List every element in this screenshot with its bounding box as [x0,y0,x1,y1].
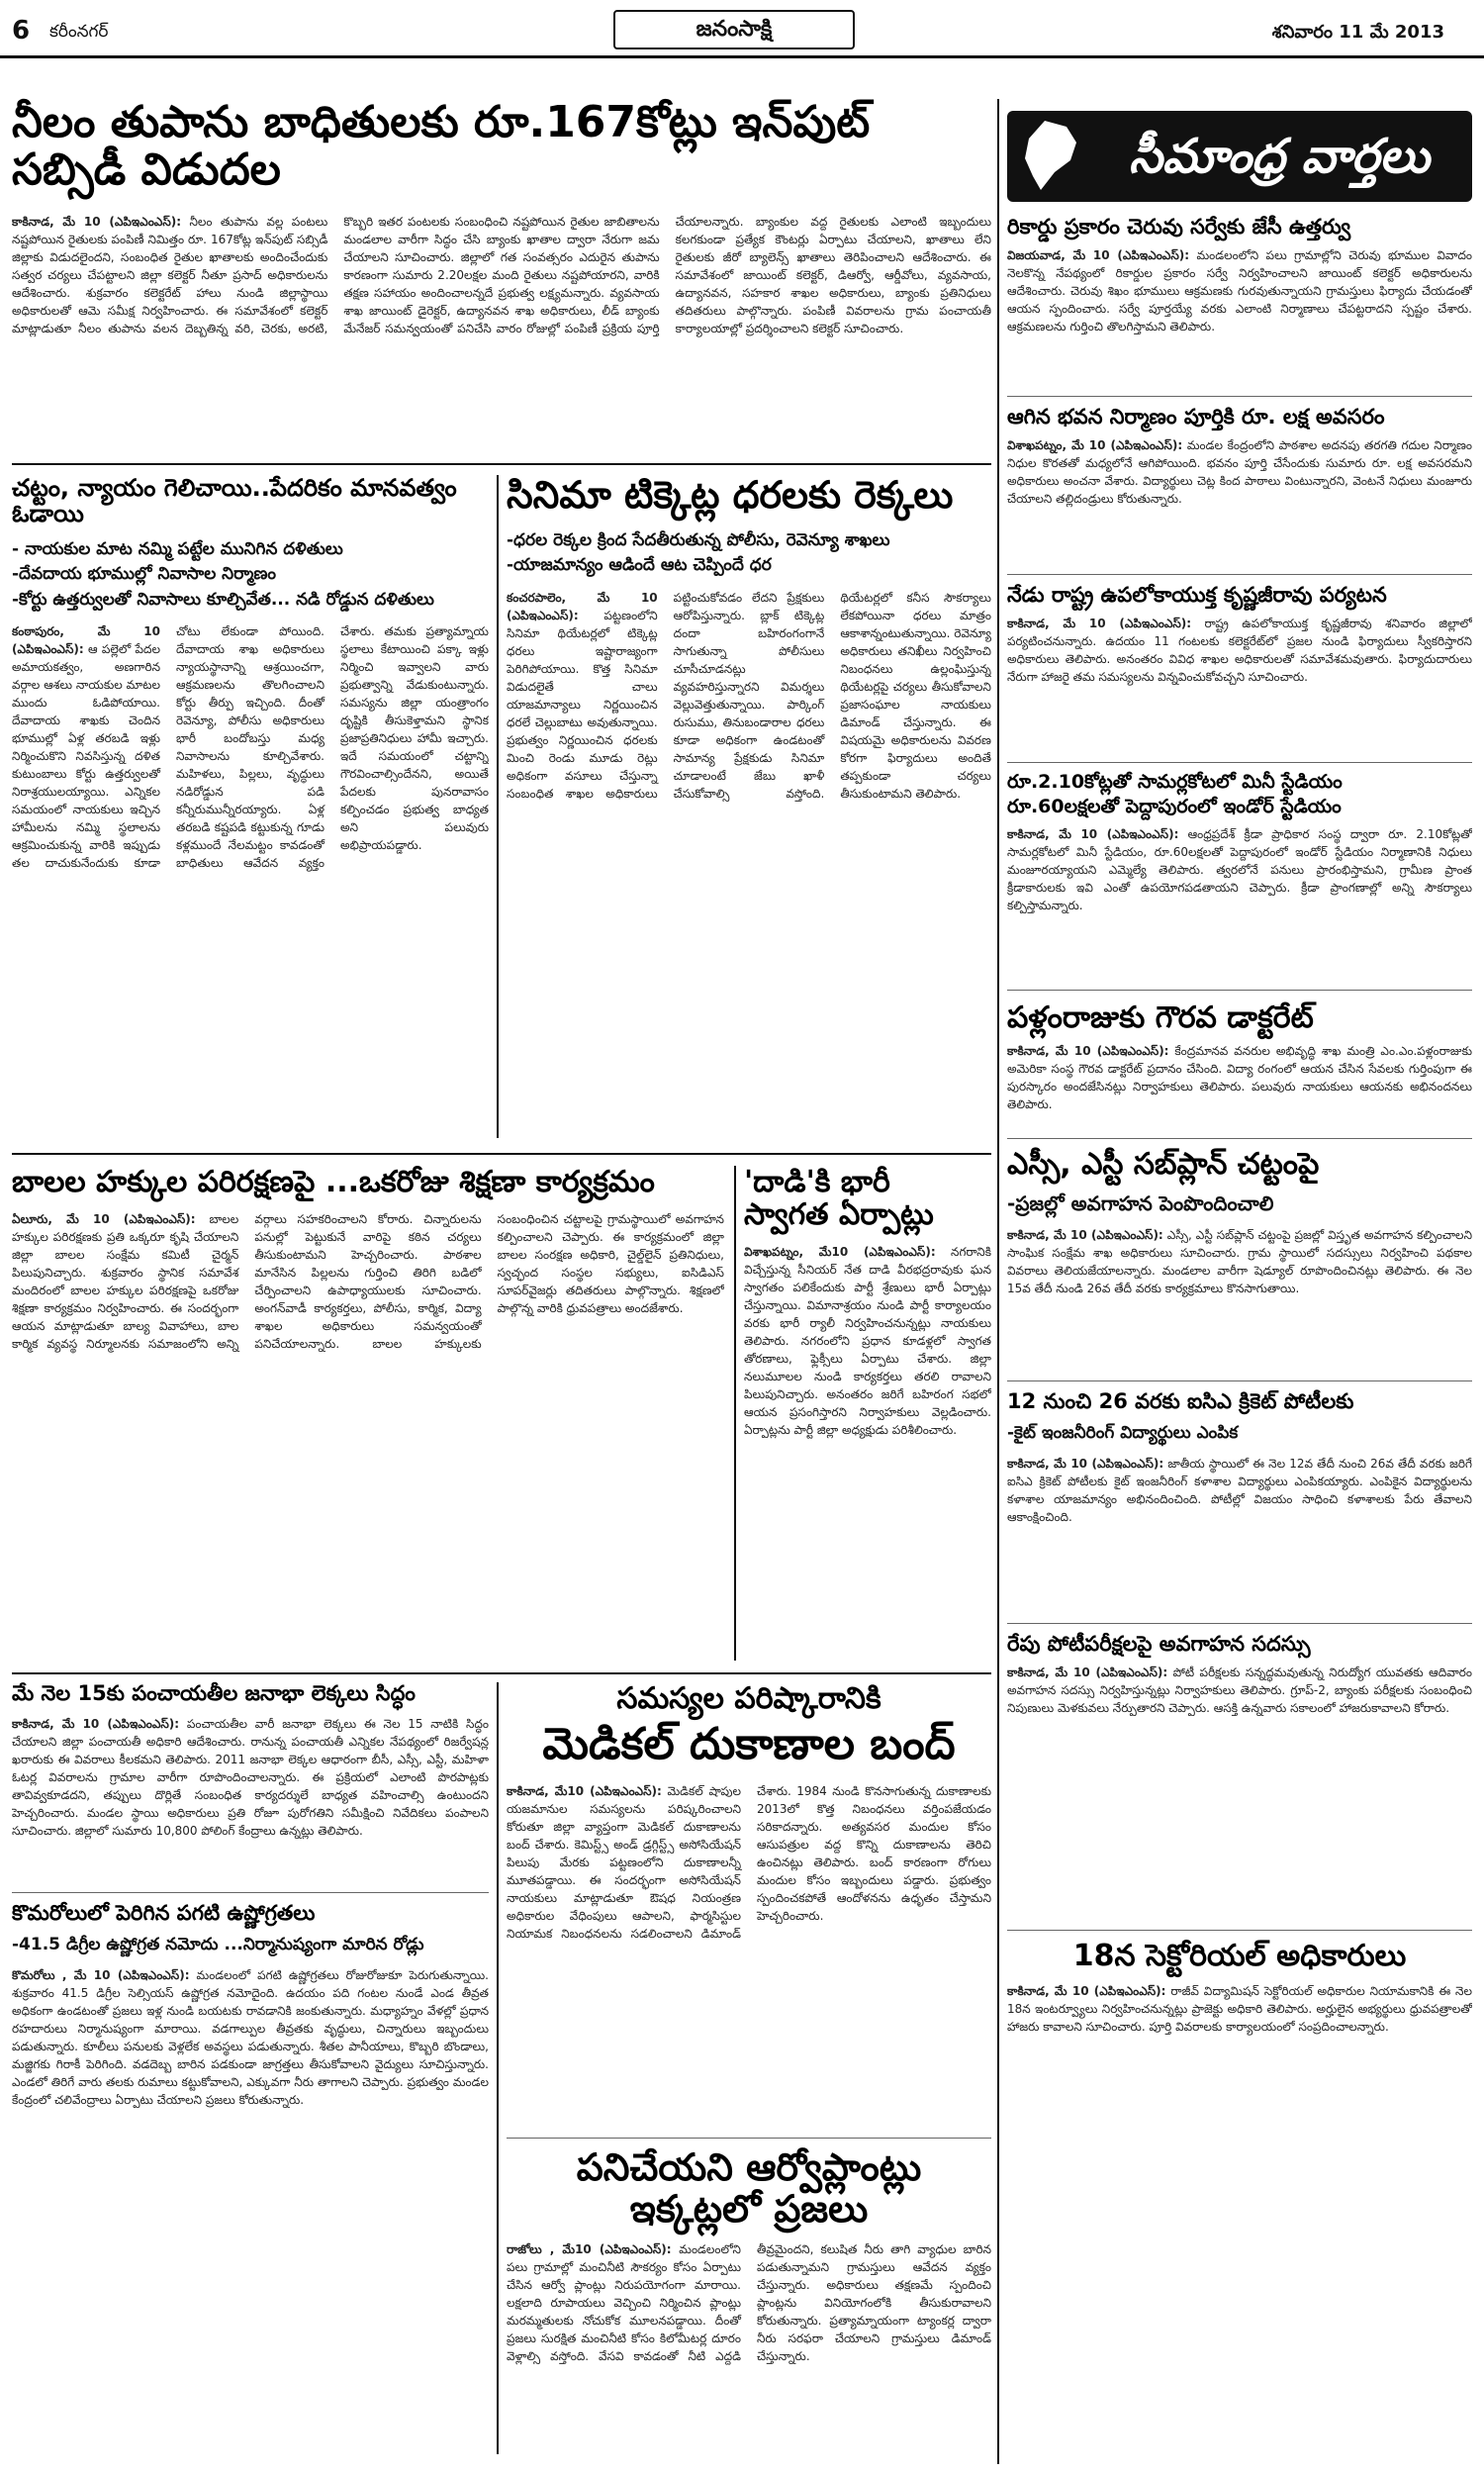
law-body-block [12,622,489,1137]
newspaper-logo: జనంసాక్షి [613,10,855,49]
medical-body-block [507,1782,991,2109]
children-dateline: ఏలూరు, మే 10 (ఎపిఇఎంఎస్): [12,1212,196,1226]
sidebar-body: మండలంలోని పలు గ్రామాల్లోని చెరువు భూముల వివాదం నెలకొన్న నేపథ్యంలో రికార్డుల ప్రకారం సర్వే నిర్వహించాలని జాయింట్ కలెక్టర్ అధికారులను ఆదేశించారు. చెరువు శిఖం భూములు ఆక్రమణకు గురవుతున్నాయని గ్రామస్తులు ఫిర్యాదు చేయడంతో ఆయన స్పందించారు. సర్వే పూర్తయ్యే వరకు ఎలాంటి నిర్మాణాలు చేపట్టరాదని స్పష్టం చేశారు. ఆక్రమణలను గుర్తించి తొలగిస్తామని తెలిపారు. [1007,248,1472,334]
medical-story [507,1682,991,2109]
sidebar-divider [997,99,999,2464]
andhra-map-icon [1015,117,1084,196]
law-bullets [12,537,489,614]
divider [507,2138,991,2139]
cinema-story [507,475,991,1103]
stadium-body-block [1007,825,1472,954]
cricket-story [1007,1390,1472,1583]
heat-dateline: కొమరోలు , మే 10 (ఎపిఇఎంఎస్): [12,1967,190,1982]
sectoral-dateline: కాకినాడ, మే 10 (ఎపిఇఎంఎస్): [1007,1984,1166,1998]
medical-headline-1: సమస్యల పరిష్కారానికి [616,1681,881,1716]
cricket-body: జాతీయ స్థాయిలో ఈ నెల 12వ తేదీ నుంచి 26వ తేదీ వరకు జరిగే ఐసిఎ క్రికెట్ పోటీలకు కైట్ ఇంజనీరింగ్ కళాశాల విద్యార్థులు ఎంపికయ్యారు. ఎంపికైన విద్యార్థులను కళాశాల యాజమాన్యం అభినందించింది. పోటీల్లో విజయం సాధించి కళాశాలకు పేరు తేవాలని ఆకాంక్షించింది. [1007,1456,1472,1524]
census-headline: మే నెల 15కు పంచాయతీల జనాభా లెక్కలు సిద్ధం [12,1681,416,1705]
divider [1007,990,1472,991]
children-headline: బాలల హక్కుల పరిరక్షణపై ...ఒకరోజు శిక్షణా కార్యక్రమం [12,1165,655,1199]
divider [1007,574,1472,575]
doctorate-body-block [1007,1042,1472,1131]
sidebar-dateline: కాకినాడ, మే 10 (ఎపిఇఎంఎస్): [1007,617,1192,631]
dadi-headline-2: స్వాగత ఏర్పాట్లు [744,1197,934,1232]
divider [1007,762,1472,763]
divider [1007,1623,1472,1624]
stadium-story [1007,772,1472,954]
sidebar-body-block [1007,615,1472,753]
children-story [12,1166,724,1636]
law-bullet: -దేవదాయ భూముల్లో నివాసాల నిర్మాణం [12,564,277,585]
cricket-headline: 12 నుంచి 26 వరకు ఐసిఎ క్రికెట్ పోటీలకు [1007,1389,1354,1413]
heat-subhead: -41.5 డిగ్రీల ఉష్ణోగ్రత నమోదు ...నిర్మానుష్యంగా మారిన రోడ్లు [12,1935,424,1955]
law-story [12,475,489,1137]
law-bullet: - నాయకుల మాట నమ్మి పట్టేల మునిగిన దళితులు [12,538,343,559]
lead-body: నీలం తుపాను వల్ల పంటలు నష్టపోయిన రైతులకు పంపిణీ నిమిత్తం రూ. 167కోట్ల ఇన్‌పుట్ సబ్సిడీ జిల్లాకు విడుదలైందని, సంబంధిత రైతుల ఖాతాలకు అందించేందుకు సత్వర చర్యలు చేపట్టాలని జిల్లా కలెక్టర్ నీతూ ప్రసాద్ అధికారులను ఆదేశించారు. శుక్రవారం కలెక్టరేట్ హాలు నుండి జిల్లాస్థాయి అధికారులతో ఆమె సమీక్ష నిర్వహించారు. ఈ సమావేశంలో కలెక్టర్ మాట్లాడుతూ నీలం తుపాను వలన దెబ్బతిన్న వరి, చెరకు, అరటి, కొబ్బరి ఇతర పంటలకు సంబంధించి నష్టపోయిన రైతుల జాబితాలను మండలాల వారీగా సిద్ధం చేసి బ్యాంకు ఖాతాల ద్వారా నేరుగా జమ చేయాలని సూచించారు. జిల్లాలో గత సంవత్సరం ఎదురైన తుపాను కారణంగా సుమారు 2.20లక్షల మంది రైతులు నష్టపోయారని, వారికి తక్షణ సహాయం అందించాలన్నదే ప్రభుత్వ లక్ష్యమన్నారు. వ్యవసాయ శాఖ జాయింట్ డైరెక్టర్, ఉద్యానవన శాఖ అధికారులు, లీడ్ బ్యాంకు మేనేజర్ సమన్వయంతో పనిచేసి వారం రోజుల్లో పంపిణీ ప్రక్రియ పూర్తి చేయాలన్నారు. బ్యాంకుల వద్ద రైతులకు ఎలాంటి ఇబ్బందులు కలగకుండా ప్రత్యేక కౌంటర్లు ఏర్పాటు చేయాలని, ఖాతాలు లేని రైతులకు జీరో బ్యాలెన్స్ ఖాతాలు తెరిపించాలని ఆదేశించారు. ఈ సమావేశంలో జాయింట్ కలెక్టర్, డిఆర్వో, ఆర్డీవోలు, వ్యవసాయ, ఉద్యానవన, సహకార శాఖల అధికారులు, బ్యాంకు ప్రతినిధులు తదితరులు పాల్గొన్నారు. పంపిణీ వివరాలను గ్రామ పంచాయతీ కార్యాలయాల్లో ప్రదర్శించాలని కలెక్టర్ సూచించారు. [12,214,991,335]
census-story [12,1682,489,1883]
divider [12,1892,489,1893]
medical-headline-2: మెడికల్ దుకాణాల బంద్ [542,1719,956,1769]
aqua-body: మండలంలోని పలు గ్రామాల్లో మంచినీటి సౌకర్యం కోసం ఏర్పాటు చేసిన ఆర్వో ప్లాంట్లు నిరుపయోగంగా మారాయి. లక్షలాది రూపాయలు వెచ్చించి నిర్మించిన ప్లాంట్లు మరమ్మతులకు నోచుకోక మూలనపడ్డాయి. దీంతో ప్రజలు సురక్షిత మంచినీటి కోసం కిలోమీటర్ల దూరం వెళ్లాల్సి వస్తోంది. వేసవి కావడంతో నీటి ఎద్దడి తీవ్రమైందని, కలుషిత నీరు తాగి వ్యాధుల బారిన పడుతున్నామని గ్రామస్తులు ఆవేదన వ్యక్తం చేస్తున్నారు. అధికారులు తక్షణమే స్పందించి ప్లాంట్లను వినియోగంలోకి తీసుకురావాలని కోరుతున్నారు. ప్రత్యామ్నాయంగా ట్యాంకర్ల ద్వారా నీరు సరఫరా చేయాలని గ్రామస్తులు డిమాండ్ చేస్తున్నారు. [507,2241,991,2363]
law-body: ఆ పల్లెలో పేదల అమాయకత్వం, అణగారిన వర్గాల ఆశలు నాయకుల మాటల ముందు ఓడిపోయాయి. దేవాదాయ శాఖకు చెందిన భూముల్లో ఏళ్ల తరబడి ఇళ్లు నిర్మించుకొని నివసిస్తున్న దళిత కుటుంబాలు కోర్టు ఉత్తర్వులతో నిరాశ్రయులయ్యాయి. ఎన్నికల సమయంలో నాయకులు ఇచ్చిన హామీలను నమ్మి స్థలాలను ఆక్రమించుకున్న వారికి ఇప్పుడు తల దాచుకునేందుకు కూడా చోటు లేకుండా పోయింది. దేవాదాయ శాఖ అధికారులు న్యాయస్థానాన్ని ఆశ్రయించగా, ఆక్రమణలను తొలగించాలని కోర్టు తీర్పు ఇచ్చింది. దీంతో రెవెన్యూ, పోలీసు అధికారులు భారీ బందోబస్తు మధ్య నివాసాలను కూల్చివేశారు. మహిళలు, పిల్లలు, వృద్ధులు నడిరోడ్డున పడి కన్నీరుమున్నీరయ్యారు. ఏళ్ల తరబడి కష్టపడి కట్టుకున్న గూడు కళ్లముందే నేలమట్టం కావడంతో బాధితులు ఆవేదన వ్యక్తం చేశారు. తమకు ప్రత్యామ్నాయ స్థలాలు కేటాయించి పక్కా ఇళ్లు నిర్మించి ఇవ్వాలని వారు ప్రభుత్వాన్ని వేడుకుంటున్నారు. సమస్యను జిల్లా యంత్రాంగం దృష్టికి తీసుకెళ్తామని స్థానిక ప్రజాప్రతినిధులు హామీ ఇచ్చారు. ఇదే సమయంలో చట్టాన్ని గౌరవించాల్సిందేనని, అయితే పేదలకు పునరావాసం కల్పించడం ప్రభుత్వ బాధ్యత అని పలువురు అభిప్రాయపడ్డారు. [12,624,489,871]
cinema-bullet: -ధరల రెక్కల క్రింద సేదతీరుతున్న పోలీసు, రెవెన్యూ శాఖలు [507,529,890,550]
cricket-subhead: -కైట్ ఇంజనీరింగ్ విద్యార్థులు ఎంపిక [1007,1423,1239,1444]
awareness-headline: రేపు పోటీపరీక్షలపై అవగాహన సదస్సు [1007,1632,1311,1656]
dadi-headline-1: 'దాడి'కి భారీ [744,1165,890,1199]
aqua-headline-1: పనిచేయని ఆర్వోప్లాంట్లు [576,2145,922,2189]
cinema-body: పట్టణంలోని సినిమా థియేటర్లలో టిక్కెట్ల ధరలు ఇష్టారాజ్యంగా పెరిగిపోయాయి. కొత్త సినిమా విడుదలైతే చాలు యాజమాన్యాలు నిర్ణయించిన ధరలే చెల్లుబాటు అవుతున్నాయి. ప్రభుత్వం నిర్ణయించిన ధరలకు మించి రెండు మూడు రెట్లు అధికంగా వసూలు చేస్తున్నా సంబంధిత శాఖల అధికారులు పట్టించుకోవడం లేదని ప్రేక్షకులు ఆరోపిస్తున్నారు. బ్లాక్ టిక్కెట్ల దందా బహిరంగంగానే సాగుతున్నా పోలీసులు చూసీచూడనట్లు వ్యవహరిస్తున్నారని విమర్శలు వెల్లువెత్తుతున్నాయి. పార్కింగ్ రుసుము, తినుబండారాల ధరలు కూడా అధికంగా ఉండటంతో సామాన్య ప్రేక్షకుడు సినిమా చూడాలంటే జేబు ఖాళీ చేసుకోవాల్సి వస్తోంది. థియేటర్లలో కనీస సౌకర్యాలు లేకపోయినా ధరలు మాత్రం ఆకాశాన్నంటుతున్నాయి. రెవెన్యూ అధికారులు తనిఖీలు నిర్వహించి నిబంధనలు ఉల్లంఘిస్తున్న థియేటర్లపై చర్యలు తీసుకోవాలని ప్రజాసంఘాల నాయకులు డిమాండ్ చేస్తున్నారు. ఈ విషయమై అధికారులను వివరణ కోరగా ఫిర్యాదులు అందితే తప్పకుండా చర్యలు తీసుకుంటామని తెలిపారు. [507,590,991,801]
divider [734,1166,736,1661]
sidebar-headline: రికార్డు ప్రకారం చెరువు సర్వేకు జేసీ ఉత్తర్వు [1007,215,1351,238]
sectoral-body-block [1007,1982,1472,2141]
law-dateline: కంఠాపురం, మే 10 (ఎపిఇఎంఎస్): [12,624,160,657]
divider [497,475,499,1138]
sidebar-dateline: విజయవాడ, మే 10 (ఎపిఇఎంఎస్): [1007,248,1190,263]
lead-body-block [12,213,991,490]
sidebar-banner [1007,111,1472,202]
aqua-body-block [507,2240,991,2438]
aqua-dateline: రాజోలు , మే10 (ఎపిఇఎంఎస్): [507,2241,672,2256]
sidebar-headline: నేడు రాష్ట్ర ఉపలోకాయుక్త కృష్ణజీరావు పర్యటన [1007,583,1387,607]
subplan-body-block [1007,1226,1472,1375]
issue-date: శనివారం 11 మే 2013 [1271,22,1444,43]
sidebar-title: సీమాంధ్ర వార్తలు [1129,129,1430,184]
cricket-body-block [1007,1455,1472,1583]
cinema-bullets [507,528,991,579]
dadi-body: నగరానికి విచ్చేస్తున్న సీనియర్ నేత దాడి వీరభద్రరావుకు ఘన స్వాగతం పలికేందుకు పార్టీ శ్రేణులు భారీ ఏర్పాట్లు చేస్తున్నాయి. విమానాశ్రయం నుండి పార్టీ కార్యాలయం వరకు భారీ ర్యాలీ నిర్వహించనున్నట్లు నాయకులు తెలిపారు. నగరంలోని ప్రధాన కూడళ్లలో స్వాగత తోరణాలు, ఫ్లెక్సీలు ఏర్పాటు చేశారు. జిల్లా నలుమూలల నుండి కార్యకర్తలు తరలి రావాలని పిలుపునిచ్చారు. అనంతరం జరిగే బహిరంగ సభలో ఆయన ప్రసంగిస్తారని నిర్వాహకులు వెల్లడించారు. ఏర్పాట్లను పార్టీ జిల్లా అధ్యక్షుడు పరిశీలించారు. [744,1245,991,1437]
census-body-block [12,1715,489,1883]
dadi-body-block [744,1243,991,1639]
subplan-body: ఎస్సీ, ఎస్టీ సబ్‌ప్లాన్ చట్టంపై ప్రజల్లో విస్తృత అవగాహన కల్పించాలని సాంఘిక సంక్షేమ శాఖ అధికారులు సూచించారు. గ్రామ స్థాయిలో సదస్సులు నిర్వహించి పథకాల వివరాలు తెలియజేయాలన్నారు. మండలాల వారీగా షెడ్యూల్ రూపొందించినట్లు తెలిపారు. ఈ నెల 15వ తేదీ నుండి 26వ తేదీ వరకు కార్యక్రమాలు కొనసాగుతాయి. [1007,1228,1472,1295]
awareness-body: పోటీ పరీక్షలకు సన్నద్ధమవుతున్న నిరుద్యోగ యువతకు ఆదివారం అవగాహన సదస్సు నిర్వహిస్తున్నట్లు నిర్వాహకులు తెలిపారు. గ్రూప్-2, బ్యాంకు పరీక్షలకు సంబంధించి నిపుణులు మెళకువలు నేర్పుతారని చెప్పారు. ఆసక్తి ఉన్నవారు సకాలంలో హాజరుకావాలని కోరారు. [1007,1665,1472,1716]
heat-body: మండలంలో పగటి ఉష్ణోగ్రతలు రోజురోజుకూ పెరుగుతున్నాయి. శుక్రవారం 41.5 డిగ్రీల సెల్సియస్ ఉష్ణోగ్రత నమోదైంది. ఉదయం పది గంటల నుండే ఎండ తీవ్రత అధికంగా ఉండటంతో ప్రజలు ఇళ్ల నుండి బయటకు రావడానికి జంకుతున్నారు. మధ్యాహ్నం వేళల్లో ప్రధాన రహదారులు నిర్మానుష్యంగా మారాయి. వడగాల్పుల తీవ్రతకు వృద్ధులు, చిన్నారులు ఇబ్బందులు పడుతున్నారు. కూలీలు పనులకు వెళ్లలేక అవస్థలు పడుతున్నారు. శీతల పానీయాలు, కొబ్బరి బొండాలు, మజ్జిగకు గిరాకీ పెరిగింది. వడదెబ్బ బారిన పడకుండా జాగ్రత్తలు తీసుకోవాలని వైద్యులు సూచిస్తున్నారు. ఎండలో తిరిగే వారు తలకు రుమాలు కట్టుకోవాలని, ఎక్కువగా నీరు తాగాలని చెప్పారు. ప్రభుత్వం మండల కేంద్రంలో చలివేంద్రాలు ఏర్పాటు చేయాలని ప్రజలు కోరుతున్నారు. [12,1967,489,2107]
stadium-dateline: కాకినాడ, మే 10 (ఎపిఇఎంఎస్): [1007,826,1179,841]
children-body: బాలల హక్కుల పరిరక్షణకు ప్రతి ఒక్కరూ కృషి చేయాలని జిల్లా బాలల సంక్షేమ కమిటీ చైర్మన్ పిలుపునిచ్చారు. శుక్రవారం స్థానిక సమావేశ మందిరంలో బాలల హక్కుల పరిరక్షణపై ఒకరోజు శిక్షణా కార్యక్రమం నిర్వహించారు. ఈ సందర్భంగా ఆయన మాట్లాడుతూ బాల్య వివాహాలు, బాల కార్మిక వ్యవస్థ నిర్మూలనకు సమాజంలోని అన్ని వర్గాలు సహకరించాలని కోరారు. చిన్నారులను పనుల్లో పెట్టుకునే వారిపై కఠిన చర్యలు తీసుకుంటామని హెచ్చరించారు. పాఠశాల మానేసిన పిల్లలను గుర్తించి తిరిగి బడిలో చేర్పించాలని ఉపాధ్యాయులకు సూచించారు. అంగన్‌వాడీ కార్యకర్తలు, పోలీసు, కార్మిక, విద్యా శాఖల అధికారులు సమన్వయంతో పనిచేయాలన్నారు. బాలల హక్కులకు సంబంధించిన చట్టాలపై గ్రామస్థాయిలో అవగాహన కల్పించాలని చెప్పారు. ఈ కార్యక్రమంలో జిల్లా బాలల సంరక్షణ అధికారి, చైల్డ్‌లైన్ ప్రతినిధులు, స్వచ్ఛంద సంస్థల సభ్యులు, ఐసిడిఎస్ సూపర్‌వైజర్లు తదితరులు పాల్గొన్నారు. శిక్షణలో పాల్గొన్న వారికి ధ్రువపత్రాలు అందజేశారు. [12,1212,724,1351]
law-bullet: -కోర్టు ఉత్తర్వులతో నివాసాలు కూల్చివేత... నడి రోడ్డున దళితులు [12,589,434,610]
awareness-body-block [1007,1664,1472,1921]
subplan-story [1007,1148,1472,1375]
sidebar-story [1007,216,1472,385]
divider [12,1153,991,1155]
doctorate-headline: పళ్లంరాజుకు గౌరవ డాక్టరేట్ [1007,1000,1314,1035]
sidebar-body: మండల కేంద్రంలోని పాఠశాల అదనపు తరగతి గదుల నిర్మాణం నిధుల కొరతతో మధ్యలోనే ఆగిపోయింది. భవనం పూర్తి చేసేందుకు సుమారు రూ. లక్ష అవసరమని అధికారులు అంచనా వేశారు. విద్యార్థులు చెట్ల కింద పాఠాలు వింటున్నారని, వెంటనే నిధులు మంజూరు చేయాలని తల్లిదండ్రులు కోరుతున్నారు. [1007,438,1472,507]
awareness-story [1007,1633,1472,1921]
divider [1007,1930,1472,1931]
medical-body: మెడికల్ షాపుల యజమానుల సమస్యలను పరిష్కరించాలని కోరుతూ జిల్లా వ్యాప్తంగా మెడికల్ దుకాణాలను బంద్ చేశారు. కెమిస్ట్స్ అండ్ డ్రగ్గిస్ట్స్ అసోసియేషన్ పిలుపు మేరకు పట్టణంలోని దుకాణాలన్నీ మూతపడ్డాయి. ఈ సందర్భంగా అసోసియేషన్ నాయకులు మాట్లాడుతూ ఔషధ నియంత్రణ అధికారుల వేధింపులు ఆపాలని, ఫార్మసిస్టుల నియామక నిబంధనలను సడలించాలని డిమాండ్ చేశారు. 1984 నుండి కొనసాగుతున్న దుకాణాలకు 2013లో కొత్త నిబంధనలు వర్తింపజేయడం సరికాదన్నారు. అత్యవసర మందుల కోసం ఆసుపత్రుల వద్ద కొన్ని దుకాణాలను తెరిచి ఉంచినట్లు తెలిపారు. బంద్ కారణంగా రోగులు మందుల కోసం ఇబ్బందులు పడ్డారు. ప్రభుత్వం స్పందించకపోతే ఆందోళనను ఉధృతం చేస్తామని హెచ్చరించారు. [507,1784,991,1942]
page-number: 6 [12,16,31,46]
subplan-headline: ఎస్సీ, ఎస్టీ సబ్‌ప్లాన్ చట్టంపై [1007,1147,1320,1182]
divider [1007,1138,1472,1139]
stadium-headline-1: రూ.2.10కోట్లతో సామర్లకోటలో మినీ స్టేడియం [1007,771,1343,793]
dadi-dateline: విశాఖపట్నం, మే10 (ఎపిఇఎంఎస్): [744,1245,936,1259]
doctorate-dateline: కాకినాడ, మే 10 (ఎపిఇఎంఎస్): [1007,1044,1169,1058]
sectoral-headline: 18న సెక్టోరియల్ అధికారులు [1072,1939,1407,1973]
aqua-story [507,2147,991,2438]
sidebar-story [1007,584,1472,753]
cinema-bullet: -యాజమాన్యం ఆడిందే ఆట చెప్పిందే ధర [507,555,772,576]
subplan-dateline: కాకినాడ, మే 10 (ఎపిఇఎంఎస్): [1007,1228,1163,1242]
sidebar-body-block [1007,436,1472,565]
divider [12,463,991,465]
lead-story [12,99,991,490]
sectoral-body: రాజీవ్ విద్యామిషన్ సెక్టోరియల్ అధికారుల నియామకానికి ఈ నెల 18న ఇంటర్వ్యూలు నిర్వహించనున్నట్లు ప్రాజెక్టు అధికారి తెలిపారు. అర్హులైన అభ్యర్థులు ధ్రువపత్రాలతో హాజరు కావాలని సూచించారు. పూర్తి వివరాలకు కార్యాలయంలో సంప్రదించాలన్నారు. [1007,1984,1472,2034]
heat-body-block [12,1966,489,2431]
stadium-headline-2: రూ.60లక్షలతో పెద్దాపురంలో ఇండోర్ స్టేడియం [1007,795,1342,817]
stadium-body: ఆంధ్రప్రదేశ్ క్రీడా ప్రాధికార సంస్థ ద్వారా రూ. 2.10కోట్లతో సామర్లకోటలో మినీ స్టేడియం, రూ.60లక్షలతో పెద్దాపురంలో ఇండోర్ స్టేడియం నిర్మాణానికి నిధులు మంజూరయ్యాయని ఎమ్మెల్యే తెలిపారు. త్వరలోనే పనులు ప్రారంభిస్తామని, గ్రామీణ ప్రాంత క్రీడాకారులకు ఇవి ఎంతో ఉపయోగపడతాయని చెప్పారు. క్రీడా ప్రాంగణాల్లో అన్ని సౌకర్యాలు కల్పిస్తామన్నారు. [1007,826,1472,912]
sidebar-headline: ఆగిన భవన నిర్మాణం పూర్తికి రూ. లక్ష అవసరం [1007,405,1385,428]
masthead [0,0,1484,58]
divider [12,1672,991,1674]
divider [1007,1380,1472,1381]
lead-headline: నీలం తుపాను బాధితులకు రూ.167కోట్లు ఇన్‌పుట్ సబ్సిడీ విడుదల [12,97,871,196]
lead-dateline: కాకినాడ, మే 10 (ఎపిఇఎంఎస్): [12,214,182,229]
sidebar-story [1007,406,1472,565]
cinema-headline: సినిమా టిక్కెట్ల ధరలకు రెక్కలు [507,473,954,517]
divider [497,1682,499,2454]
subplan-subhead: -ప్రజల్లో అవగాహన పెంపొందించాలి [1007,1191,1274,1215]
census-dateline: కాకినాడ, మే 10 (ఎపిఇఎంఎస్): [12,1717,180,1732]
sidebar-dateline: విశాఖపట్నం, మే 10 (ఎపిఇఎంఎస్): [1007,438,1183,453]
awareness-dateline: కాకినాడ, మే 10 (ఎపిఇఎంఎస్): [1007,1665,1168,1680]
heat-headline: కొమరోలులో పెరిగిన పగటి ఉష్ణోగ్రతలు [12,1901,316,1925]
heat-story [12,1902,489,2431]
section-name: కరీంనగర్ [49,22,109,42]
children-body-block [12,1210,724,1636]
sidebar-body-block [1007,246,1472,385]
sectoral-story [1007,1940,1472,2141]
doctorate-body: కేంద్రమానవ వనరుల అభివృద్ధి శాఖ మంత్రి ఎం.ఎం.పళ్లంరాజుకు అమెరికా సంస్థ గౌరవ డాక్టరేట్ ప్రదానం చేసింది. విద్యా రంగంలో ఆయన చేసిన సేవలకు గుర్తింపుగా ఈ పురస్కారం అందజేసినట్లు నిర్వాహకులు తెలిపారు. పలువురు నాయకులు ఆయనకు అభినందనలు తెలిపారు. [1007,1044,1472,1111]
doctorate-story [1007,1001,1472,1131]
census-body: పంచాయతీల వారీ జనాభా లెక్కలు ఈ నెల 15 నాటికి సిద్ధం చేయాలని జిల్లా పంచాయతీ అధికారి ఆదేశించారు. రానున్న పంచాయతీ ఎన్నికల నేపథ్యంలో రిజర్వేషన్ల ఖరారుకు ఈ వివరాలు కీలకమని తెలిపారు. 2011 జనాభా లెక్కల ఆధారంగా బీసీ, ఎస్సీ, ఎస్టీ, మహిళా ఓటర్ల వివరాలను గ్రామాల వారీగా రూపొందించాలన్నారు. ఈ ప్రక్రియలో ఎలాంటి పొరపాట్లకు తావివ్వకూడదని, తప్పులు దొర్లితే సంబంధిత కార్యదర్శులే బాధ్యత వహించాల్సి ఉంటుందని హెచ్చరించారు. మండల స్థాయి అధికారులు ప్రతి రోజూ పురోగతిని సమీక్షించి నివేదికలు పంపాలని సూచించారు. జిల్లాలో సుమారు 10,800 పోలింగ్ కేంద్రాలు ఉన్నట్లు తెలిపారు. [12,1717,489,1839]
sidebar-body: రాష్ట్ర ఉపలోకాయుక్త కృష్ణజీరావు శనివారం జిల్లాలో పర్యటించనున్నారు. ఉదయం 11 గంటలకు కలెక్టరేట్‌లో ప్రజల నుండి ఫిర్యాదులు స్వీకరిస్తారని అధికారులు తెలిపారు. అనంతరం వివిధ శాఖల అధికారులతో సమావేశమవుతారు. ఫిర్యాదుదారులు నేరుగా హాజరై తమ సమస్యలను విన్నవించుకోవచ్చని సూచించారు. [1007,617,1472,685]
cricket-dateline: కాకినాడ, మే 10 (ఎపిఇఎంఎస్): [1007,1456,1164,1471]
medical-dateline: కాకినాడ, మే10 (ఎపిఇఎంఎస్): [507,1784,662,1799]
cinema-body-block [507,589,991,1103]
law-headline: చట్టం, న్యాయం గెలిచాయి..పేదరికం మానవత్వం ఓడాయి [12,474,457,528]
aqua-headline-2: ఇక్కట్లలో ప్రజలు [629,2186,869,2231]
cinema-dateline: కంచరపాలెం, మే 10 (ఎపిఇఎంఎస్): [507,590,658,622]
divider [1007,396,1472,397]
dadi-story [744,1166,991,1639]
